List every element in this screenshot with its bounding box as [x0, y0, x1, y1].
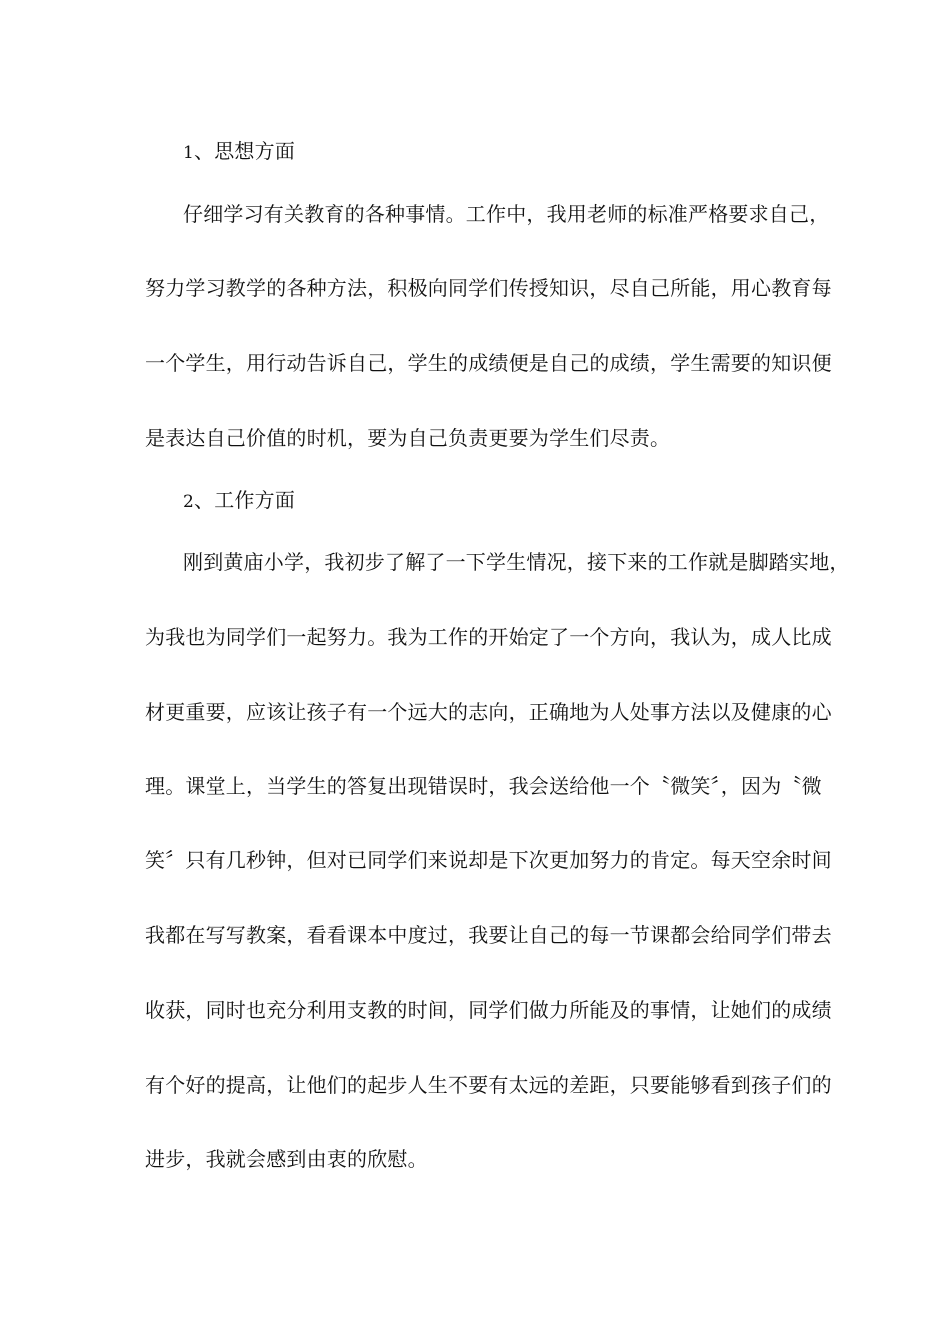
section-number: 1 [183, 143, 195, 163]
paragraph-line: 材更重要，应该让孩子有一个远大的志向，正确地为人处事方法以及健康的心 [145, 700, 832, 724]
section-number: 2 [183, 492, 195, 512]
paragraph-line: 理。课堂上，当学生的答复出现错误时，我会送给他一个〝微笑〞，因为〝微 [145, 774, 822, 798]
paragraph-line: 进步，我就会感到由衷的欣慰。 [145, 1147, 428, 1171]
paragraph-line: 笑〞只有几秒钟，但对已同学们来说却是下次更加努力的肯定。每天空余时间 [145, 848, 832, 872]
paragraph-line: 刚到黄庙小学，我初步了解了一下学生情况，接下来的工作就是脚踏实地， [183, 550, 850, 574]
paragraph-line: 有个好的提高，让他们的起步人生不要有太远的差距，只要能够看到孩子们的 [145, 1073, 832, 1097]
section-title: 、工作方面 [194, 488, 296, 512]
section-heading-2 [183, 486, 843, 516]
paragraph-line: 仔细学习有关教育的各种事情。工作中，我用老师的标准严格要求自己， [183, 202, 830, 226]
paragraph-line: 收获，同时也充分利用支教的时间，同学们做力所能及的事情，让她们的成绩 [145, 998, 832, 1022]
paragraph-line: 一个学生，用行动告诉自己，学生的成绩便是自己的成绩，学生需要的知识便 [145, 351, 832, 375]
section-title: 、思想方面 [194, 139, 296, 163]
paragraph-line: 是表达自己价值的时机，要为自己负责更要为学生们尽责。 [145, 426, 671, 450]
paragraph-line: 为我也为同学们一起努力。我为工作的开始定了一个方向，我认为，成人比成 [145, 625, 832, 649]
paragraph-line: 我都在写写教案，看看课本中度过，我要让自己的每一节课都会给同学们带去 [145, 923, 832, 947]
section-heading-1 [183, 137, 843, 167]
paragraph-line: 努力学习教学的各种方法，积极向同学们传授知识，尽自己所能，用心教育每 [145, 276, 832, 300]
